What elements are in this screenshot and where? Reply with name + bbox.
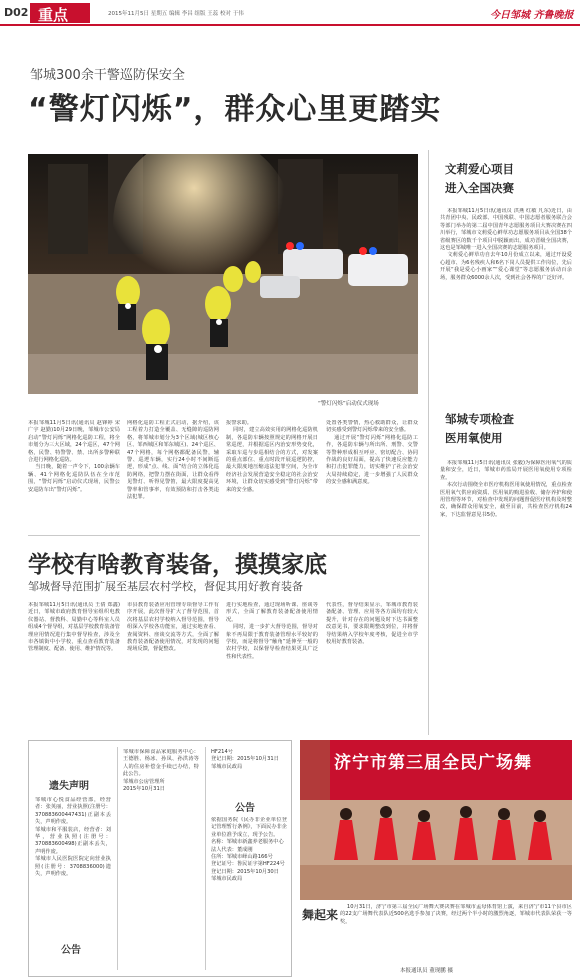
notice1-body: 邹城市心悦食品经营部，经营者：张英丽，营业执照(注册号：370883600447431)正副本丢失，声明作废。 邹城市和平服装店，经营者：刘华，营业执照(注册号：370883600498)正副本丢失，声明作废。 邹城市人民医院医院定向营业执照(注册号：3708836000)遗失，声明作废。 [35, 797, 111, 878]
page-header [0, 0, 580, 26]
photo2-caption: 10月31日，济宁市第三届全民广场舞大赛决赛在邹城市孟母体育馆上演，来自济宁市11个县市区的22支广场舞代表队近500名选手参加了决赛，经过两个半小时的激烈角逐，邹城市代表队荣获一等奖。 [340, 904, 572, 925]
notices-col-rule-2 [205, 747, 206, 970]
sidebar2-body: 本报邹城11月5日讯(通讯员 张毅)为保障医用氧气的质量和安全，近日，邹城市药监局开展医用氧使用专项检查。 本次行动围绕全市医疗机构医用氧使用情况，重点检查医用氧气供应商资质、医用氧的购进验收、储存养护和使用管理等环节，对检查中发现的问题督促医疗机构及时整改，确保群众用氧安全，截至目前，共检查医疗机构24家，下达监督意见书5份。 [440, 460, 572, 518]
story1-col3: 报警求助。 同时，建立高效实用的网格化巡防机制，各巡防车辆按照规定的网格开展日常巡逻，并根据巡区内治安形势变化，采取车巡与步巡相结合的方式，对发案的重点部位、重点时段开展巡逻防控，最大限度地压缩违法犯罪空间，为全市经济社会发展营造安全稳定的社会治安环境，让群众切实感受到“警灯闪烁”带来的安全感。 [226, 420, 318, 493]
sidebar1-title: 文莉爱心项目 进入全国决赛 [445, 162, 514, 195]
notice1-title: 遗失声明 [49, 781, 89, 792]
story2-headline: 学校有啥教育装备，摸摸家底 [28, 552, 327, 578]
photo2-title: 舞起来 [302, 908, 339, 922]
story1-headline: “警灯闪烁”，群众心里更踏实 [28, 92, 442, 127]
dance-banner-text: 济宁市第三届全民广场舞 [334, 753, 532, 773]
photo-scene [28, 154, 418, 394]
story1-col1: 本报邹城11月5日讯(通讯员 赵锋婷 宋广宇 赵勤)10月29日晚，邹城市公安局启动“警灯闪烁”网格化巡防工程，将全市划分为三大区域，24个巡区，47个网格，民警、特警警、禁、出所多警种联合进行网格化巡防。 当日晚，随着一声令下，100余辆车辆、41个网格化巡防队伍在全市范围，“警灯闪烁”启动仪式现场，民警公安巡防车出“警灯闪烁”。 [28, 420, 120, 493]
page-number: D02 [4, 6, 29, 19]
photo2-credit: 本报通讯员 董现鹏 摄 [400, 968, 453, 974]
newspaper-logo: 今日邹城 齐鲁晚报 [490, 10, 574, 21]
story1-col4: 处置各类警情，热心救助群众，让群众切实感受到警灯闪烁带来的安全感。 通过开展“警灯闪烁”网格化巡防工作，各巡防车辆与所出所、刑警、交警等警种形成相互呼应、密切配合、协同作战的良好局面，提高了快速反应能力和打击犯罪能力，切实维护了社会治安大局持续稳定，进一步增强了人民群众的安全感和满意度。 [326, 420, 418, 486]
notice2-title: 公告 [61, 945, 81, 956]
header-rule [0, 24, 580, 26]
police-parade-photo [28, 154, 418, 394]
notices-col-rule-1 [117, 747, 118, 970]
dance-photo [300, 740, 572, 900]
story2-col2: 市县教育装备应用管理专项督导工作有序开展，此次督导扩大了督导范围，首次将基层农村学校纳入督导范围，督导组深入学校各功能室，通过实地查看、查阅资料、座谈交流等方式，全面了解教育装备配备使用情况，对发现的问题现场反馈，督促整改。 [127, 602, 219, 653]
notice3-title: 公告 [235, 803, 255, 814]
section-tag [30, 3, 90, 23]
sidebar2-title: 邹城专项检查 医用氧使用 [445, 412, 514, 445]
section-label: 重点 [38, 6, 69, 24]
story2-subhead: 邹城督导范围扩展至基层农村学校，督促其用好教育装备 [28, 580, 303, 593]
notice3-body: 依据国务院《民办非企业单位登记管理暂行条例》，下面民办非企业单位准予成立，现予公告。 名称：邹城市新鑫养老服务中心 法人代表：董成刚 住所：邹城市峄山路166号 登记证号：鲁民证字第HF224号 登记日期：2015年10月30日 邹城市民政局 [211, 817, 287, 883]
notice2-body: 邹城市保障食品家庭服务中心：王德胜、杨冰、孙凤、孙洪涛等人的住房补偿金手续已办结，特此公告。 邹城市公房管理所 2015年10月31日 [123, 749, 199, 793]
notices-block [28, 740, 292, 977]
story1-kicker: 邹城300余干警巡防保安全 [30, 68, 185, 83]
story2-col4: 代表性，督导结果显示，邹城市教育装备配备、管理、应用等各方面均有较大提升，针对存在的问题及时下达书面整改意见书，要求限期整改到位，并将督导结果纳入学校年度考核，促进全市学校用好教育装备。 [326, 602, 418, 646]
story2-col3: 进行实地检查，通过现场听课、座谈等形式，全面了解教育装备配备使用情况。 同时，进一步扩大督导范围，督导对象不再局限于教育装备管理水平较好的学校，而是将督导“触角”延伸至一般的农村学校，以保督导检查结果更具广泛性和代表性。 [226, 602, 318, 660]
sidebar1-body: 本报邹城11月5日讯(通讯员 洪燕 红敏 凡东)近日，由共青团中央、民政部、中国残联、中国志愿者服务联合会等部门举办的第二届中国青年志愿服务项目大赛决赛在四川举行，邹城市文莉爱心鲜草功志愿服务项目从全国38个省级赛区的数千个项目中脱颖而出，成功晋级全国决赛，这也是邹城唯一进入全国决赛的志愿服务项目。 文莉爱心鲜草功自去年10月份成立以来，通过开设爱心超市、为6名残疾人和6名下岗人员提供工作岗位，先后开展“我是爱心小画家”“爱心课堂”等志愿服务活动百余场，服务群众6000余人次，受到社会各界的广泛好评。 [440, 208, 572, 281]
story1-col2: 网格化巡防工程正式启动，据介绍，该工程着力打造全覆盖、无缝隙的巡防网格，将邹城市划分为3个区域(城区核心区、邹西城区和邹东城区)、24个巡区、47个网格，每个网格都配备民警，辅警、巡逻车辆，实行24小时不间断巡逻，形成“点、线、面”结合的立体化巡防网络，把警力摆在街面，让群众看得见警灯、听得见警笛，最大限度提高见警率和管事率，有效预防和打击各类违法犯罪。 [127, 420, 219, 501]
story2-col1: 本报邹城11月5日讯(通讯员 王倩 郑鑫)近日，邹城市政府教育督导室组织电教仪器站、督教科、局勤中心等科室人员组成4个督导组，对基层学校教育装备管理应用情况进行集中督导检查，涉及全市各镇街中小学校，重点查看教育装备管理制度、配备、使用、维护情况等。 [28, 602, 120, 653]
section-divider [28, 535, 420, 536]
photo1-caption: “警灯闪烁”启动仪式现场 [318, 401, 379, 407]
edition-info: 2015年11月5日 星期五 编辑 李昌 组版 王蕊 校对 于伟 [108, 11, 244, 17]
notice3-head: HF214号 登记日期：2015年10月31日 邹城市民政局 [211, 749, 279, 770]
sidebar-divider [428, 150, 429, 735]
